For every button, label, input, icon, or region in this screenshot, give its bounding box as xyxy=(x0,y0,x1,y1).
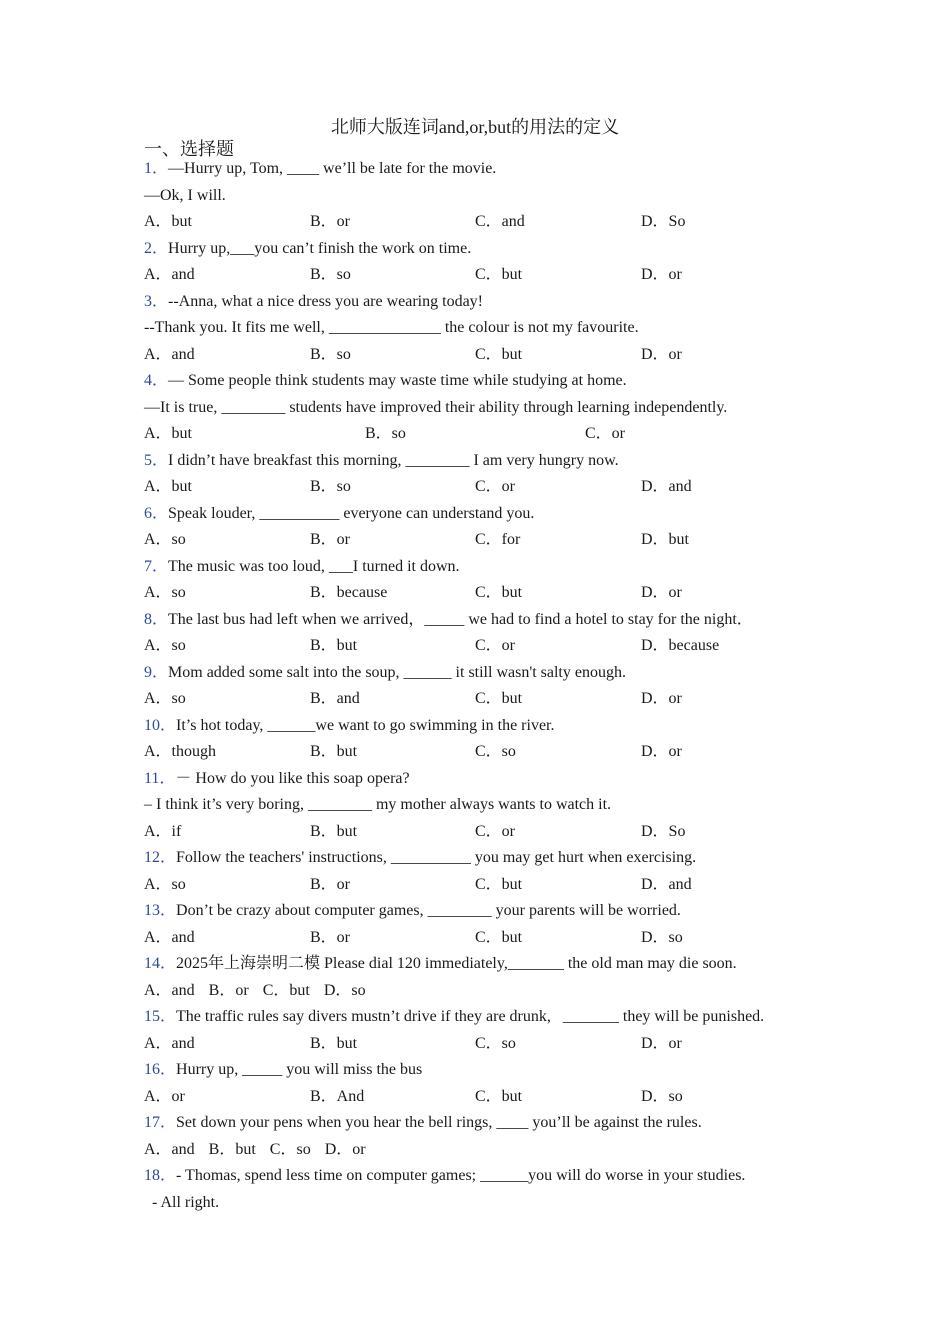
question-stem xyxy=(144,368,824,395)
question-item xyxy=(144,607,824,660)
options-row xyxy=(144,633,824,660)
answer-option[interactable]: B．or xyxy=(310,928,351,946)
answer-option[interactable]: C．so xyxy=(475,1034,516,1052)
question-stem-continued xyxy=(144,1190,824,1217)
question-item xyxy=(144,236,824,289)
question-stem xyxy=(144,713,824,740)
question-text: —Hurry up, Tom, ____ we’ll be late for the movie. xyxy=(168,160,497,177)
question-stem-continued xyxy=(144,183,824,210)
question-list xyxy=(144,156,824,1216)
answer-option[interactable]: C．or xyxy=(475,478,516,495)
question-number: 9． xyxy=(144,663,169,681)
options-row xyxy=(144,1084,824,1111)
question-item xyxy=(144,554,824,607)
question-item xyxy=(144,766,824,846)
question-text: I didn’t have breakfast this morning, ________ I am very hungry now. xyxy=(168,451,619,469)
answer-option[interactable]: C．but xyxy=(475,1087,523,1105)
answer-option[interactable]: D．or xyxy=(641,266,682,283)
question-stem xyxy=(144,1057,824,1084)
answer-option[interactable]: D．and xyxy=(641,478,692,495)
question-text: --Thank you. It fits me well, ______________ the colour is not my favourite. xyxy=(144,319,639,336)
answer-option[interactable]: B．but xyxy=(310,637,358,654)
question-item xyxy=(144,713,824,766)
question-text: —Ok, I will. xyxy=(144,186,226,204)
answer-option[interactable]: C．so xyxy=(269,1140,311,1158)
question-number: 17． xyxy=(144,1114,177,1131)
question-number: 12． xyxy=(144,849,177,866)
question-item xyxy=(144,1110,824,1163)
question-item xyxy=(144,289,824,369)
page-title: 北师大版连词and,or,but的用法的定义 xyxy=(330,117,620,137)
answer-option[interactable]: B．so xyxy=(365,425,406,442)
answer-option[interactable]: C．but xyxy=(475,690,523,707)
answer-option[interactable]: D．or xyxy=(324,1140,366,1158)
answer-option[interactable]: A．and xyxy=(144,1034,195,1052)
answer-option[interactable]: D．or xyxy=(641,690,682,707)
question-stem xyxy=(144,448,824,475)
answer-option[interactable]: B．so xyxy=(310,266,351,283)
question-item xyxy=(144,501,824,554)
options-row xyxy=(144,1137,824,1164)
options-row xyxy=(144,527,824,554)
question-number: 15． xyxy=(144,1008,177,1025)
question-item xyxy=(144,1163,824,1216)
question-stem xyxy=(144,607,824,634)
question-item xyxy=(144,156,824,236)
answer-option[interactable]: B．but xyxy=(310,743,358,760)
question-stem-continued xyxy=(144,315,824,342)
question-text: Don’t be crazy about computer games, ________ your parents will be worried. xyxy=(176,902,681,919)
question-text: – I think it’s very boring, ________ my mother always wants to watch it. xyxy=(144,796,612,813)
options-row xyxy=(144,686,824,713)
answer-option[interactable]: C．or xyxy=(475,822,516,840)
answer-option[interactable]: A．and xyxy=(144,345,195,363)
answer-option[interactable]: C．but xyxy=(475,584,523,601)
answer-option[interactable]: D．but xyxy=(641,531,690,548)
question-item xyxy=(144,845,824,898)
options-row xyxy=(144,925,824,952)
answer-option[interactable]: C．and xyxy=(475,213,525,230)
answer-option[interactable]: D．or xyxy=(641,743,682,760)
answer-option[interactable]: B．or xyxy=(310,875,351,893)
answer-option[interactable]: A．if xyxy=(144,822,182,840)
answer-option[interactable]: B．but xyxy=(310,1034,358,1052)
question-item xyxy=(144,448,824,501)
question-text: The music was too loud, ___I turned it down. xyxy=(168,557,460,575)
answer-option[interactable]: A．so xyxy=(144,584,186,601)
question-stem xyxy=(144,1004,824,1031)
options-row xyxy=(144,819,824,846)
question-stem-continued xyxy=(144,792,824,819)
answer-option[interactable]: D．so xyxy=(641,1087,683,1105)
answer-option[interactable]: B．or xyxy=(310,531,351,548)
question-text: Follow the teachers' instructions, __________ you may get hurt when exercising. xyxy=(176,849,697,866)
answer-option[interactable]: D．and xyxy=(641,875,692,893)
answer-option[interactable]: A．but xyxy=(144,478,193,495)
options-row xyxy=(144,978,824,1005)
section-heading: 一、选择题 xyxy=(144,139,234,159)
question-stem xyxy=(144,845,824,872)
question-number: 8． xyxy=(144,610,169,628)
question-stem xyxy=(144,236,824,263)
answer-option[interactable]: A．and xyxy=(144,1140,195,1158)
answer-option[interactable]: B．so xyxy=(310,345,351,363)
answer-option[interactable]: C．but xyxy=(262,981,310,999)
question-text: - All right. xyxy=(144,1193,220,1211)
question-stem xyxy=(144,1163,824,1190)
question-text: 2025年上海崇明二模 Please dial 120 immediately,_______ the old man may die soon. xyxy=(176,955,737,972)
question-stem xyxy=(144,660,824,687)
question-text: — Some people think students may waste time while studying at home. xyxy=(168,372,627,389)
answer-option[interactable]: C．but xyxy=(475,345,523,363)
answer-option[interactable]: B．but xyxy=(208,1140,256,1158)
answer-option[interactable]: A．but xyxy=(144,213,193,230)
answer-option[interactable]: A．so xyxy=(144,875,186,893)
question-text: The last bus had left when we arrived，_____ we had to find a hotel to stay for the night． xyxy=(168,610,753,628)
question-number: 10． xyxy=(144,716,177,734)
question-text: --Anna, what a nice dress you are wearing today! xyxy=(168,292,483,310)
question-text: The traffic rules say divers mustn’t drive if they are drunk, _______ they will be punished. xyxy=(176,1008,765,1025)
question-number: 11． xyxy=(144,769,176,787)
answer-option[interactable]: D．So xyxy=(641,822,686,840)
question-item xyxy=(144,951,824,1004)
question-item xyxy=(144,660,824,713)
options-row xyxy=(144,209,824,236)
question-text: —It is true, ________ students have improved their ability through learning independently. xyxy=(144,398,728,416)
question-stem-continued xyxy=(144,395,824,422)
answer-option[interactable]: B．or xyxy=(208,981,249,999)
answer-option[interactable]: C．but xyxy=(475,928,523,946)
answer-option[interactable]: A．and xyxy=(144,266,195,283)
answer-option[interactable]: A．or xyxy=(144,1087,185,1105)
question-number: 14． xyxy=(144,955,177,972)
answer-option[interactable]: D．so xyxy=(323,981,366,999)
options-row xyxy=(144,342,824,369)
question-text: - Thomas, spend less time on computer games; ______you will do worse in your studies. xyxy=(176,1167,746,1184)
question-number: 5． xyxy=(144,451,169,469)
answer-option[interactable]: D．so xyxy=(641,928,683,946)
answer-option[interactable]: B．but xyxy=(310,822,358,840)
question-item xyxy=(144,1004,824,1057)
answer-option[interactable]: D．because xyxy=(641,637,720,654)
answer-option[interactable]: C．but xyxy=(475,266,523,283)
answer-option[interactable]: B．and xyxy=(310,690,360,707)
options-row xyxy=(144,262,824,289)
question-number: 6． xyxy=(144,504,169,522)
question-item xyxy=(144,1057,824,1110)
options-row xyxy=(144,421,824,448)
answer-option[interactable]: B．so xyxy=(310,478,351,495)
question-text: － How do you like this soap opera? xyxy=(175,769,410,787)
question-text: It’s hot today, ______we want to go swimming in the river. xyxy=(176,716,555,734)
answer-option[interactable]: A．so xyxy=(144,637,186,654)
options-row xyxy=(144,739,824,766)
answer-option[interactable]: C．for xyxy=(475,531,521,548)
question-number: 13． xyxy=(144,902,177,919)
question-stem xyxy=(144,289,824,316)
question-stem xyxy=(144,951,824,978)
answer-option[interactable]: A．so xyxy=(144,531,186,548)
question-stem xyxy=(144,501,824,528)
answer-option[interactable]: D．So xyxy=(641,213,686,230)
answer-option[interactable]: D．or xyxy=(641,584,682,601)
question-stem xyxy=(144,554,824,581)
question-item xyxy=(144,898,824,951)
options-row xyxy=(144,474,824,501)
question-number: 16． xyxy=(144,1061,177,1078)
question-number: 7． xyxy=(144,557,169,575)
question-text: Hurry up,___you can’t finish the work on time. xyxy=(168,239,472,257)
answer-option[interactable]: A．though xyxy=(144,743,217,760)
answer-option[interactable]: A．and xyxy=(144,928,195,946)
answer-option[interactable]: D．or xyxy=(641,1034,682,1052)
answer-option[interactable]: A．but xyxy=(144,425,193,442)
question-number: 4． xyxy=(144,372,169,389)
answer-option[interactable]: B．And xyxy=(310,1087,365,1105)
question-number: 3． xyxy=(144,292,169,310)
answer-option[interactable]: C．so xyxy=(475,743,516,760)
question-item xyxy=(144,368,824,448)
question-text: Hurry up, _____ you will miss the bus xyxy=(176,1061,423,1078)
question-stem xyxy=(144,156,824,183)
answer-option[interactable]: B．or xyxy=(310,213,351,230)
options-row xyxy=(144,580,824,607)
answer-option[interactable]: D．or xyxy=(641,345,682,363)
question-number: 1． xyxy=(144,160,169,177)
question-stem xyxy=(144,1110,824,1137)
answer-option[interactable]: C．or xyxy=(585,425,626,442)
question-stem xyxy=(144,898,824,925)
answer-option[interactable]: A．and xyxy=(144,981,195,999)
answer-option[interactable]: C．or xyxy=(475,637,516,654)
question-number: 2． xyxy=(144,239,169,257)
question-stem xyxy=(144,766,824,793)
options-row xyxy=(144,872,824,899)
question-text: Speak louder, __________ everyone can understand you. xyxy=(168,504,535,522)
answer-option[interactable]: C．but xyxy=(475,875,523,893)
question-text: Set down your pens when you hear the bell rings, ____ you’ll be against the rules. xyxy=(176,1114,702,1131)
options-row xyxy=(144,1031,824,1058)
question-number: 18． xyxy=(144,1167,177,1184)
question-text: Mom added some salt into the soup, ______ it still wasn't salty enough. xyxy=(168,663,626,681)
answer-option[interactable]: A．so xyxy=(144,690,186,707)
answer-option[interactable]: B．because xyxy=(310,584,388,601)
